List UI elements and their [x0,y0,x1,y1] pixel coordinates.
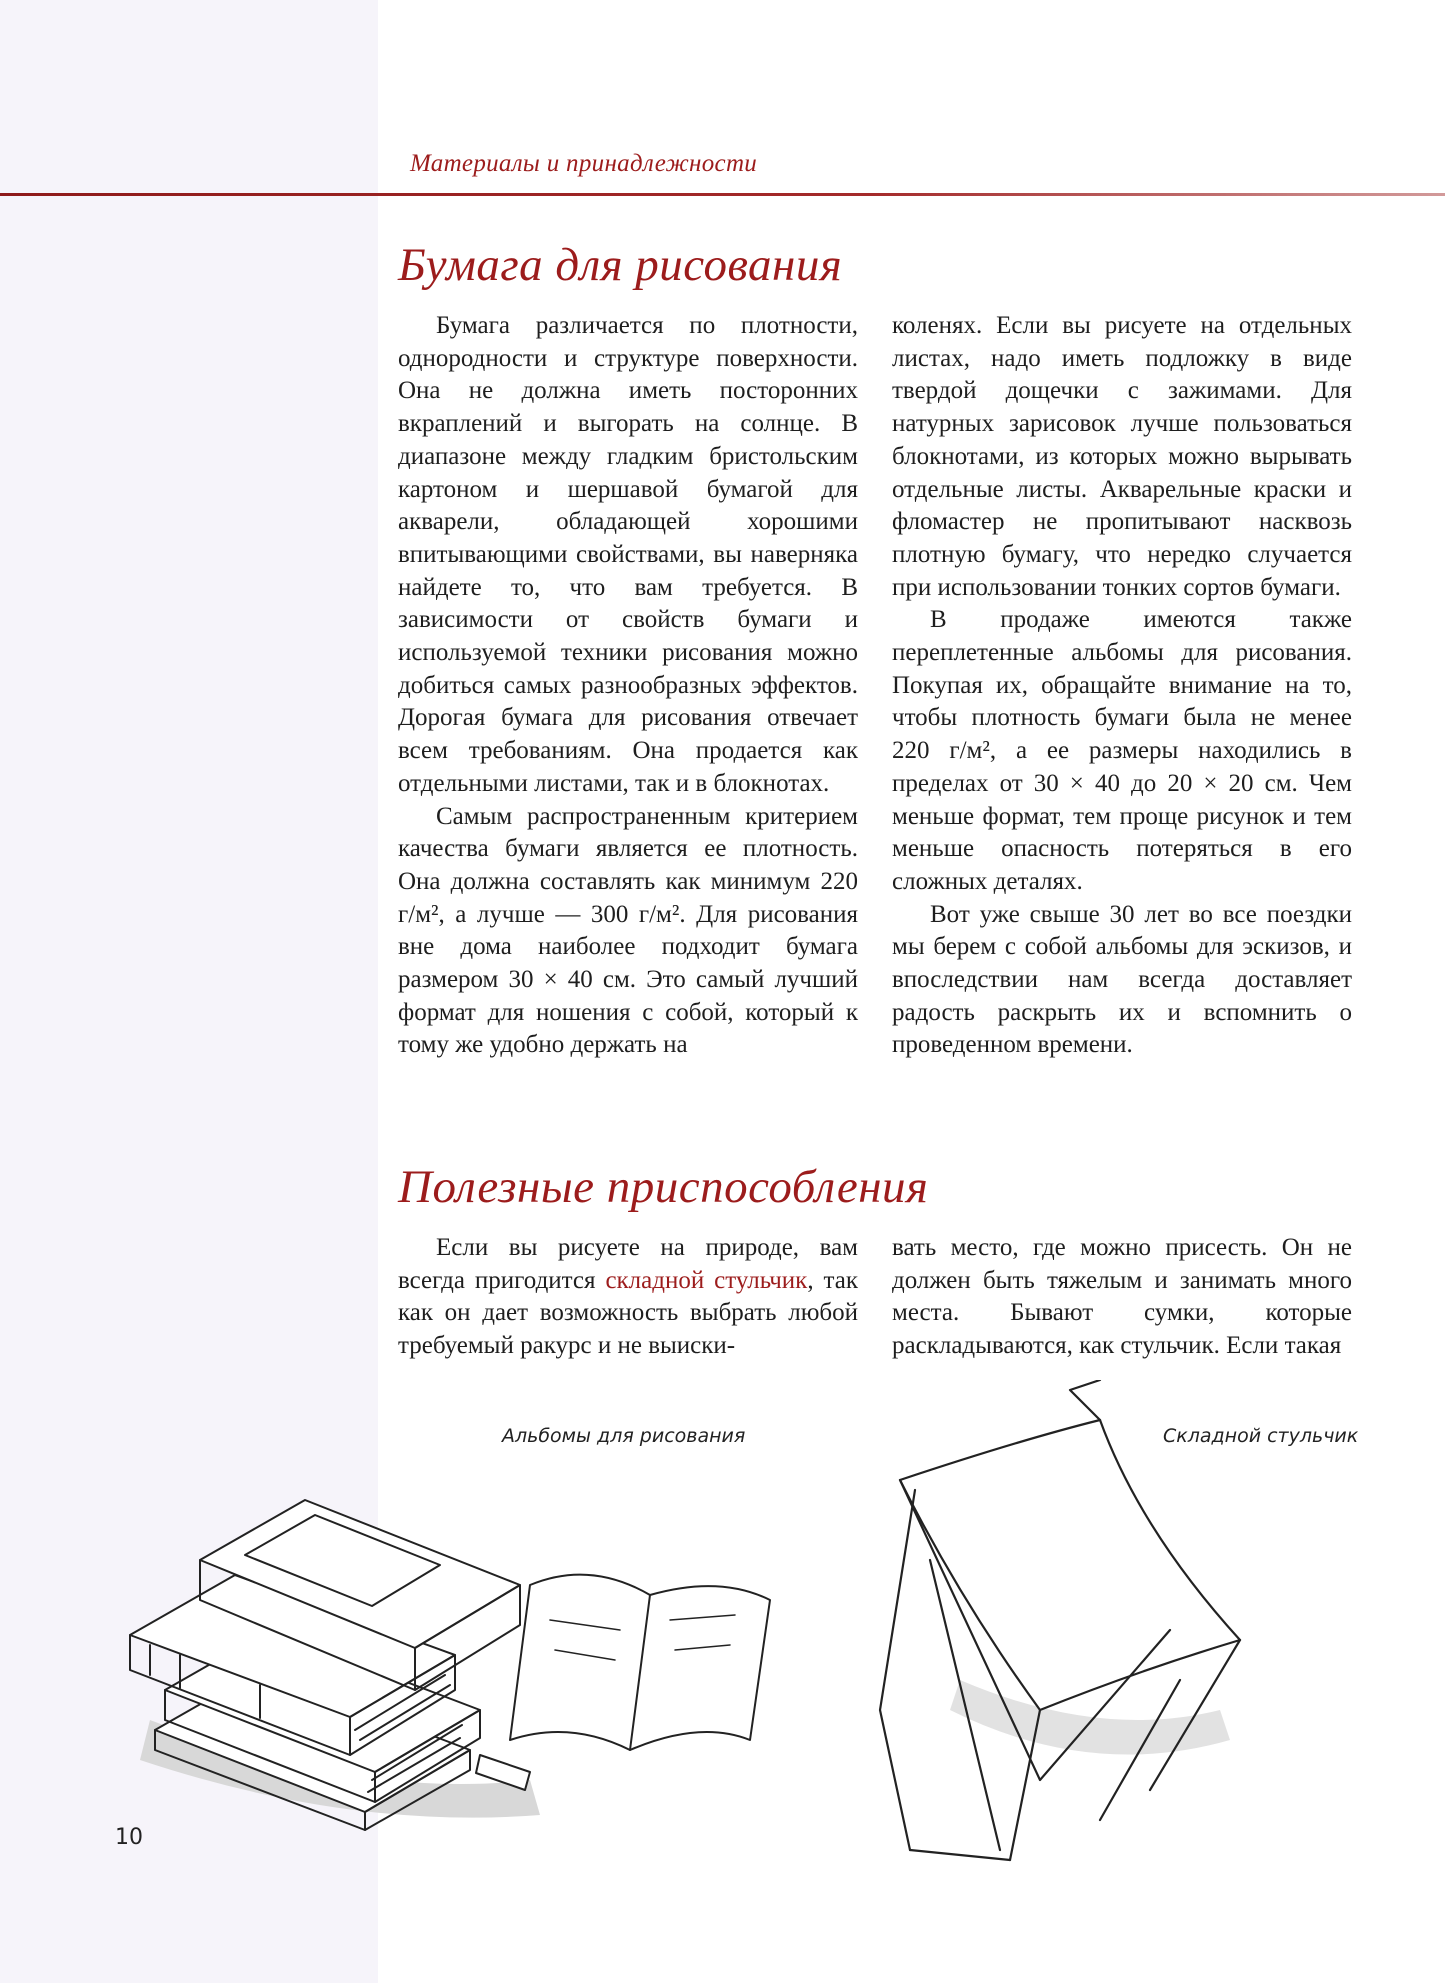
paragraph [398,1232,858,1363]
page-number: 10 [115,1825,143,1850]
text-run: , так как он дает возможность выбрать любой требуемый ракурс и не выиски- [398,1266,858,1360]
section1-column-right [892,310,1352,1062]
caption-stool: Складной стульчик [1163,1425,1359,1447]
paragraph: вать место, где можно присесть. Он не должен быть тяжелым и занимать много места. Бывают сумки, которые раскладываются, как стульчик. Если такая [892,1234,1352,1360]
paragraph: Вот уже свыше 30 лет во все поездки мы берем с собой альбомы для эскизов, и впоследствии нам всегда доставляет радость раскрыть их и вспомнить о проведенном времени. [892,900,1352,1059]
paragraph: Самым распространенным критерием качества бумаги является ее плотность. Она должна составлять как минимум 220 г/м², а лучше — 300 г/м². Для рисования вне дома наиболее подходит бумага размером 30 × 40 см. Это самый лучший формат для ношения с собой, который к тому же удобно держать на [398,802,858,1059]
running-head: Материалы и принадлежности [410,150,758,177]
paragraph: Бумага различается по плотности, однородности и структуре поверхности. Она не должна иметь посторонних вкраплений и выгорать на солнце. В диапазоне между гладким бристольским картоном и шершавой бумагой для акварели, обладающей хорошими впитывающими свойствами, вы наверняка найдете то, что вам требуется. В зависимости от свойств бумаги и используемой техники рисования можно добиться самых разнообразных эффектов. Дорогая бумага для рисования отвечает всем требованиям. Она продается как отдельными листами, так и в блокнотах. [398,312,858,797]
folding-stool-illustration [840,1380,1300,1880]
paragraph: В продаже имеются также переплетенные альбомы для рисования. Покупая их, обращайте внимание на то, чтобы плотность бумаги была не менее 220 г/м², а ее размеры находились в пределах от 30 × 40 до 20 × 20 см. Чем меньше формат, тем проще рисунок и тем меньше опасность потеряться в его сложных деталях. [892,606,1352,895]
section2-column-left [398,1232,858,1363]
sketchbooks-illustration [110,1420,810,1840]
section1-column-left [398,310,858,1062]
caption-albums: Альбомы для рисования [502,1425,746,1447]
text-run: Если вы рисуете на природе, вам всегда пригодится [398,1234,858,1294]
header-rule [0,193,1445,196]
section-title-tools: Полезные приспособления [398,1161,929,1213]
paragraph: коленях. Если вы рисуете на отдельных листах, надо иметь подложку в виде твердой дощечки с зажимами. Для натурных зарисовок лучше пользоваться блокнотами, из которых можно вырывать отдельные листы. Акварельные краски и фломастер не пропитывают насквозь плотную бумагу, что нередко случается при использовании тонких сортов бумаги. [892,312,1352,601]
section2-column-right [892,1232,1352,1363]
folding-stool-link[interactable]: складной стульчик [605,1266,808,1294]
section-title-paper: Бумага для рисования [398,239,843,291]
